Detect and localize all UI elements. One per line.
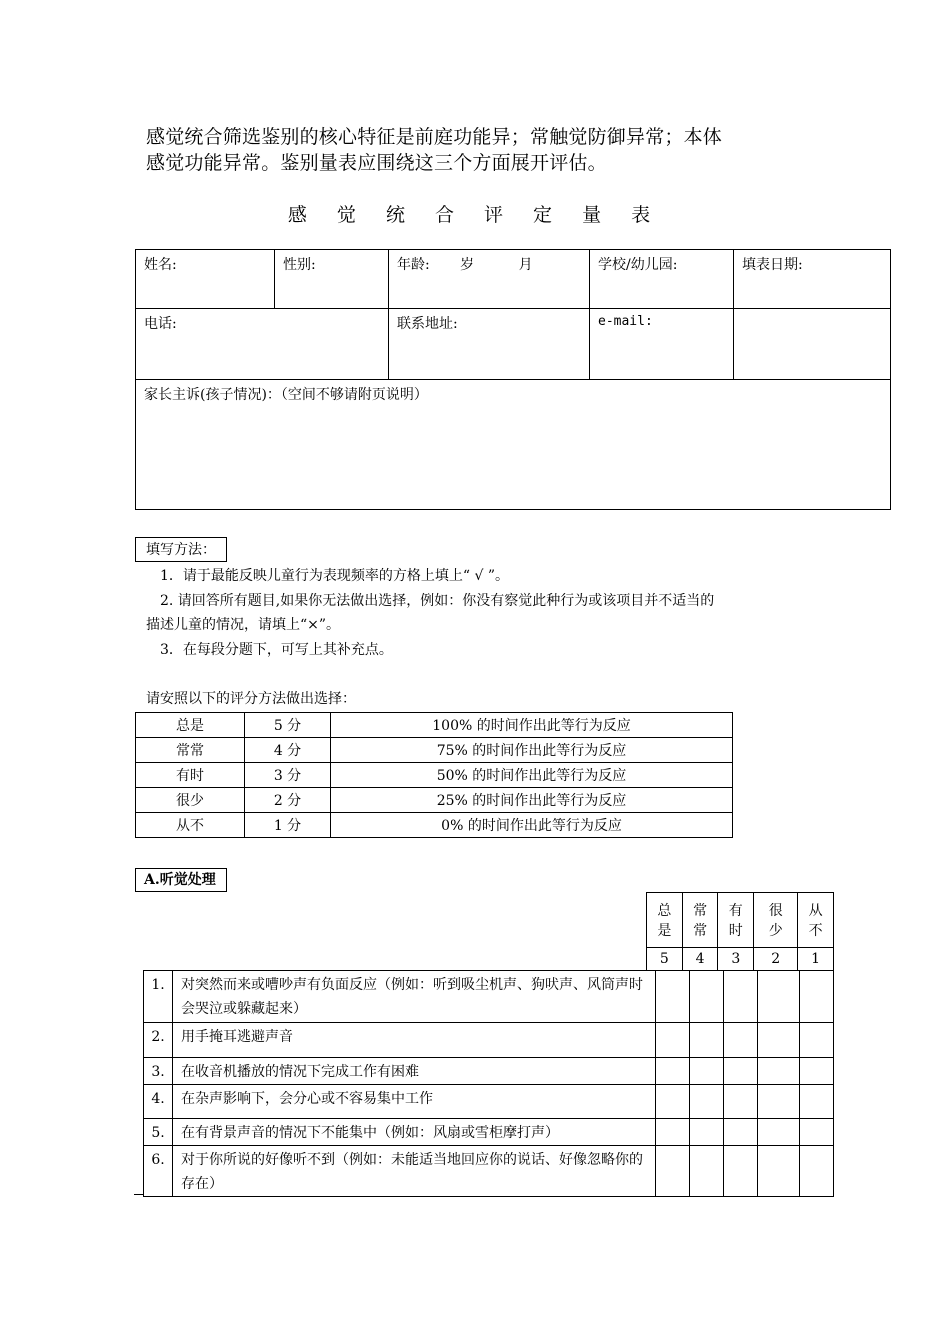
item-text: 在收音机播放的情况下完成工作有困难 (173, 1058, 656, 1085)
scoring-table (135, 712, 733, 838)
freq-label: 有时 (136, 763, 245, 788)
parent-complaint-field[interactable]: 家长主诉(孩子情况)：（空间不够请附页说明） (136, 380, 891, 510)
rating-cell[interactable] (690, 1146, 724, 1197)
header-always: 总 是 (647, 893, 683, 948)
freq-description: 50% 的时间作出此等行为反应 (331, 763, 733, 788)
intro-line-1: 感觉统合筛选鉴别的核心特征是前庭功能异；常触觉防御异常；本体 (146, 126, 723, 148)
item-number: 4. (144, 1085, 173, 1119)
address-field[interactable]: 联系地址: (389, 309, 590, 380)
rating-cell[interactable] (758, 1058, 800, 1085)
rating-cell[interactable] (724, 1119, 758, 1146)
item-number: 3. (144, 1058, 173, 1085)
rating-cell[interactable] (758, 1146, 800, 1197)
rating-cell[interactable] (656, 1119, 690, 1146)
rating-cell[interactable] (690, 971, 724, 1023)
rating-cell[interactable] (800, 1146, 834, 1197)
table-row (144, 1058, 834, 1085)
header-never: 从 不 (798, 893, 834, 948)
rating-cell[interactable] (724, 1058, 758, 1085)
item-text: 对突然而来或嘈吵声有负面反应（例如：听到吸尘机声、狗吠声、风筒声时会哭泣或躲藏起来） (173, 971, 656, 1023)
gender-field[interactable]: 性别: (275, 250, 389, 309)
item-text: 在杂声影响下，会分心或不容易集中工作 (173, 1085, 656, 1119)
rating-header (646, 892, 834, 971)
rating-cell[interactable] (656, 1023, 690, 1058)
rating-cell[interactable] (656, 971, 690, 1023)
email-value-cell[interactable] (734, 309, 891, 380)
rating-cell[interactable] (800, 1119, 834, 1146)
freq-description: 100% 的时间作出此等行为反应 (331, 713, 733, 738)
rating-cell[interactable] (656, 1085, 690, 1119)
scoring-row (136, 813, 733, 838)
item-number: 6. (144, 1146, 173, 1197)
rating-cell[interactable] (690, 1058, 724, 1085)
header-score: 1 (798, 948, 834, 971)
item-text: 对于你所说的好像听不到（例如：未能适当地回应你的说话、好像忽略你的存在） (173, 1146, 656, 1197)
rating-cell[interactable] (656, 1146, 690, 1197)
phone-field[interactable]: 电话: (136, 309, 389, 380)
freq-label: 从不 (136, 813, 245, 838)
rating-cell[interactable] (758, 1085, 800, 1119)
score-value: 5 分 (245, 713, 331, 738)
freq-description: 75% 的时间作出此等行为反应 (331, 738, 733, 763)
score-value: 3 分 (245, 763, 331, 788)
item-number: 1. (144, 971, 173, 1023)
table-row (144, 1085, 834, 1119)
scoring-intro: 请安照以下的评分方法做出选择： (146, 691, 356, 707)
rating-cell[interactable] (656, 1058, 690, 1085)
rating-cell[interactable] (758, 971, 800, 1023)
school-field[interactable]: 学校/幼儿园: (590, 250, 734, 309)
header-often: 常 常 (682, 893, 718, 948)
item-text: 在有背景声音的情况下不能集中（例如：风扇或雪柜摩打声） (173, 1119, 656, 1146)
item-number: 2. (144, 1023, 173, 1058)
score-value: 1 分 (245, 813, 331, 838)
freq-description: 0% 的时间作出此等行为反应 (331, 813, 733, 838)
scoring-row (136, 788, 733, 813)
table-row (144, 971, 834, 1023)
instruction-1: 1．请于最能反映儿童行为表现频率的方格上填上“ √ ”。 (160, 568, 510, 584)
intro-paragraph (146, 124, 836, 176)
freq-label: 常常 (136, 738, 245, 763)
email-field[interactable]: e-mail: (590, 309, 734, 380)
rating-cell[interactable] (724, 971, 758, 1023)
score-value: 4 分 (245, 738, 331, 763)
table-row (144, 1023, 834, 1058)
instruction-3: 3．在每段分题下，可写上其补充点。 (160, 642, 393, 658)
scoring-row (136, 763, 733, 788)
instruction-2a: 2. 请回答所有题目,如果你无法做出选择，例如：你没有察觉此种行为或该项目并不适当的 (160, 593, 715, 609)
form-title: 感 觉 统 合 评 定 量 表 (287, 204, 663, 226)
scoring-row (136, 713, 733, 738)
item-text: 用手掩耳逃避声音 (173, 1023, 656, 1058)
rating-cell[interactable] (724, 1085, 758, 1119)
header-sometimes: 有 时 (718, 893, 754, 948)
rating-cell[interactable] (800, 1058, 834, 1085)
rating-cell[interactable] (800, 1023, 834, 1058)
table-edge-mark (134, 1194, 144, 1195)
score-value: 2 分 (245, 788, 331, 813)
name-field[interactable]: 姓名: (136, 250, 275, 309)
auditory-items-table (143, 970, 834, 1197)
rating-cell[interactable] (724, 1023, 758, 1058)
rating-cell[interactable] (758, 1119, 800, 1146)
item-number: 5. (144, 1119, 173, 1146)
freq-label: 总是 (136, 713, 245, 738)
fill-date-field[interactable]: 填表日期: (734, 250, 891, 309)
rating-cell[interactable] (800, 1085, 834, 1119)
freq-description: 25% 的时间作出此等行为反应 (331, 788, 733, 813)
freq-label: 很少 (136, 788, 245, 813)
info-table (135, 249, 891, 510)
rating-cell[interactable] (758, 1023, 800, 1058)
rating-cell[interactable] (724, 1146, 758, 1197)
rating-cell[interactable] (690, 1023, 724, 1058)
table-row (144, 1146, 834, 1197)
intro-line-2: 感觉功能异常。鉴别量表应围绕这三个方面展开评估。 (146, 152, 607, 174)
rating-cell[interactable] (800, 971, 834, 1023)
fill-method-label: 填写方法： (135, 537, 227, 562)
header-score: 5 (647, 948, 683, 971)
section-a-label: A.听觉处理 (135, 868, 227, 892)
table-row (144, 1119, 834, 1146)
header-score: 3 (718, 948, 754, 971)
instruction-2b: 描述儿童的情况，请填上“×”。 (146, 617, 341, 633)
scoring-row (136, 738, 733, 763)
header-score: 2 (754, 948, 798, 971)
header-rarely: 很 少 (754, 893, 798, 948)
rating-cell[interactable] (690, 1119, 724, 1146)
header-score: 4 (682, 948, 718, 971)
age-field[interactable]: 年龄: 岁 月 (389, 250, 590, 309)
rating-cell[interactable] (690, 1085, 724, 1119)
